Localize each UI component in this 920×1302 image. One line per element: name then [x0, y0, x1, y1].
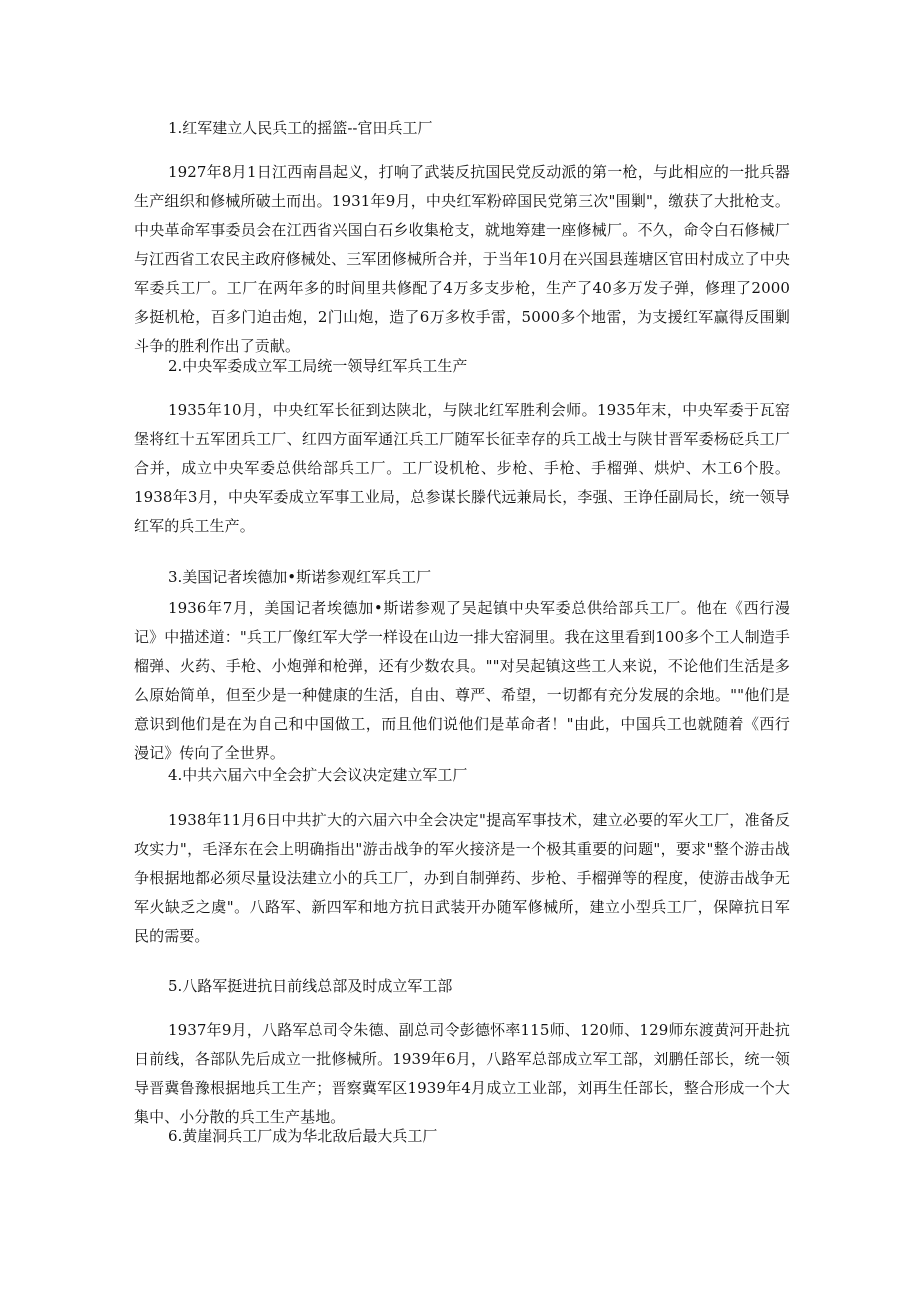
section-5-body: 1937年9月，八路军总司令朱德、副总司令彭德怀率115师、120师、129师东渡黄河开赴抗日前线，各部队先后成立一批修械所。1939年6月，八路军总部成立军工部，刘鹏任部长，统一领导晋冀鲁豫根据地兵工生产；晋察冀军区1939年4月成立工业部，刘再生任部长，整合形成一个大集中、小分散的兵工生产基地。	[134, 1021, 790, 1126]
section-1-heading: 1.红军建立人民兵工的摇篮--官田兵工厂	[168, 119, 433, 137]
section-3-body: 1936年7月，美国记者埃德加•斯诺参观了吴起镇中央军委总供给部兵工厂。他在《西行漫记》中描述道："兵工厂像红军大学一样设在山边一排大窑洞里。我在这里看到100多个工人制造手榴弹、火药、手枪、小炮弹和枪弹，还有少数农具。""对吴起镇这些工人来说，不论他们生活是多么原始简单，但至少是一种健康的生活，自由、尊严、希望，一切都有充分发展的余地。""他们是意识到他们是在为自己和中国做工，而且他们说他们是革命者！"由此，中国兵工也就随着《西行漫记》传向了全世界。	[134, 599, 790, 762]
section-2-body: 1935年10月，中央红军长征到达陕北，与陕北红军胜利会师。1935年末，中央军委于瓦窑堡将红十五军团兵工厂、红四方面军通江兵工厂随军长征幸存的兵工战士与陕甘晋军委杨砭兵工厂合并，成立中央军委总供给部兵工厂。工厂设机枪、步枪、手枪、手榴弹、烘炉、木工6个股。1938年3月，中央军委成立军事工业局，总参谋长滕代远兼局长，李强、王诤任副局长，统一领导红军的兵工生产。	[134, 401, 790, 535]
section-1-body: 1927年8月1日江西南昌起义，打响了武装反抗国民党反动派的第一枪，与此相应的一批兵器生产组织和修械所破土而出。1931年9月，中央红军粉碎国民党第三次"围剿"，缴获了大批枪支。中央革命军事委员会在江西省兴国白石乡收集枪支，就地筹建一座修械厂。不久，命令白石修械厂与江西省工农民主政府修械处、三军团修械所合并，于当年10月在兴国县莲塘区官田村成立了中央军委兵工厂。工厂在两年多的时间里共修配了4万多支步枪，生产了40多万发子弹，修理了2000多挺机枪，百多门迫击炮，2门山炮，造了6万多枚手雷，5000多个地雷，为支援红军赢得反围剿斗争的胜利作出了贡献。	[134, 163, 790, 355]
section-3-heading: 3.美国记者埃德加•斯诺参观红军兵工厂	[168, 568, 432, 586]
section-5-heading: 5.八路军挺进抗日前线总部及时成立军工部	[168, 977, 453, 995]
section-4-body: 1938年11月6日中共扩大的六届六中全会决定"提高军事技术，建立必要的军火工厂，准备反攻实力"，毛泽东在会上明确指出"游击战争的军火接济是一个极其重要的问题"，要求"整个游击战争根据地都必须尽量设法建立小的兵工厂，办到自制弹药、步枪、手榴弹等的程度，使游击战争无军火缺乏之虞"。八路军、新四军和地方抗日武装开办随军修械所，建立小型兵工厂，保障抗日军民的需要。	[134, 811, 790, 945]
section-6-heading: 6.黄崖洞兵工厂成为华北敌后最大兵工厂	[168, 1127, 438, 1145]
section-2-heading: 2.中央军委成立军工局统一领导红军兵工生产	[168, 357, 468, 375]
section-4-heading: 4.中共六届六中全会扩大会议决定建立军工厂	[168, 766, 468, 784]
